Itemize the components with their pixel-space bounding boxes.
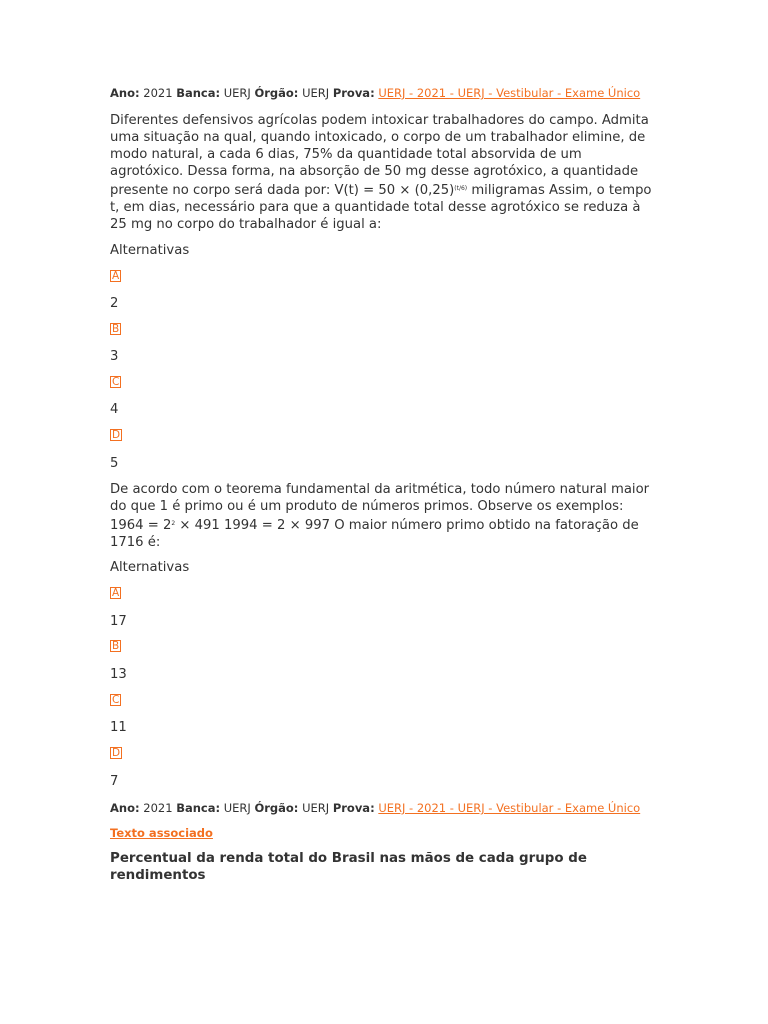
q1-option-a-letter[interactable]: A — [112, 270, 120, 282]
banca-label: Banca: — [176, 86, 221, 100]
q1-option-a-value: 2 — [110, 296, 119, 311]
ano-value: 2021 — [143, 86, 173, 100]
orgao-value: UERJ — [302, 86, 330, 100]
ano-label: Ano: — [110, 801, 140, 815]
q1-option-c-letter[interactable]: C — [112, 376, 120, 388]
ano-label: Ano: — [110, 86, 140, 100]
orgao-value: UERJ — [302, 801, 330, 815]
prova-link[interactable]: UERJ - 2021 - UERJ - Vestibular - Exame Único — [378, 86, 641, 100]
q2-option-a-value: 17 — [110, 614, 127, 629]
q2-option-c-letter[interactable]: C — [112, 694, 120, 706]
q2-option-d-value: 7 — [110, 774, 119, 789]
banca-value: UERJ — [223, 801, 251, 815]
prova-label: Prova: — [332, 801, 375, 815]
q2-option-a-letter[interactable]: A — [112, 587, 120, 599]
q1-option-c-value: 4 — [110, 402, 119, 417]
question-2-statement — [110, 481, 655, 551]
q2-option-c-value: 11 — [110, 720, 127, 735]
banca-label: Banca: — [176, 801, 221, 815]
exam-meta-1 — [110, 86, 640, 100]
question-2-alternatives-title: Alternativas — [110, 560, 190, 575]
question-2-exponent: 2 — [171, 520, 176, 527]
section-heading: Percentual da renda total do Brasil nas mãos de cada grupo de rendimentos — [110, 851, 587, 883]
question-1-alternatives-title: Alternativas — [110, 243, 190, 258]
orgao-label: Órgão: — [254, 801, 299, 815]
prova-label: Prova: — [332, 86, 375, 100]
q1-option-b-value: 3 — [110, 349, 119, 364]
q1-option-d-letter[interactable]: D — [112, 429, 121, 441]
question-1-statement — [110, 112, 655, 233]
question-2-text-b: × 491 1994 = 2 × 997 O maior número primo obtido na fatoração de 1716 é: — [110, 518, 639, 550]
exam-meta-2 — [110, 801, 640, 815]
question-1-text-b: miligramas Assim, o tempo t, em dias, necessário para que a quantidade total desse agrotóxico se reduza à 25 mg no corpo do trabalhador é igual a: — [110, 183, 652, 232]
associated-text-link[interactable]: Texto associado — [110, 826, 213, 840]
q1-option-d-value: 5 — [110, 456, 119, 471]
q2-option-b-value: 13 — [110, 667, 127, 682]
q1-option-b-letter[interactable]: B — [112, 323, 120, 335]
question-1-text-a: Diferentes defensivos agrícolas podem intoxicar trabalhadores do campo. Admita uma situação na qual, quando intoxicado, o corpo de um trabalhador elimine, de modo natural, a cada 6 dias, 75% da quantidade total absorvida de um agrotóxico. Dessa forma, na absorção de 50 mg desse agrotóxico, a quantidade presente no corpo será dada por: V(t) = 50 × (0,25) — [110, 113, 649, 198]
ano-value: 2021 — [143, 801, 173, 815]
associated-text — [110, 826, 213, 840]
prova-link[interactable]: UERJ - 2021 - UERJ - Vestibular - Exame Único — [378, 801, 641, 815]
q2-option-b-letter[interactable]: B — [112, 640, 120, 652]
banca-value: UERJ — [223, 86, 251, 100]
q2-option-d-letter[interactable]: D — [112, 747, 121, 759]
orgao-label: Órgão: — [254, 86, 299, 100]
question-2-text-a: De acordo com o teorema fundamental da aritmética, todo número natural maior do que 1 é primo ou é um produto de números primos. Observe os exemplos: 1964 = 2 — [110, 482, 650, 533]
question-1-exponent: (t/6) — [454, 185, 468, 192]
